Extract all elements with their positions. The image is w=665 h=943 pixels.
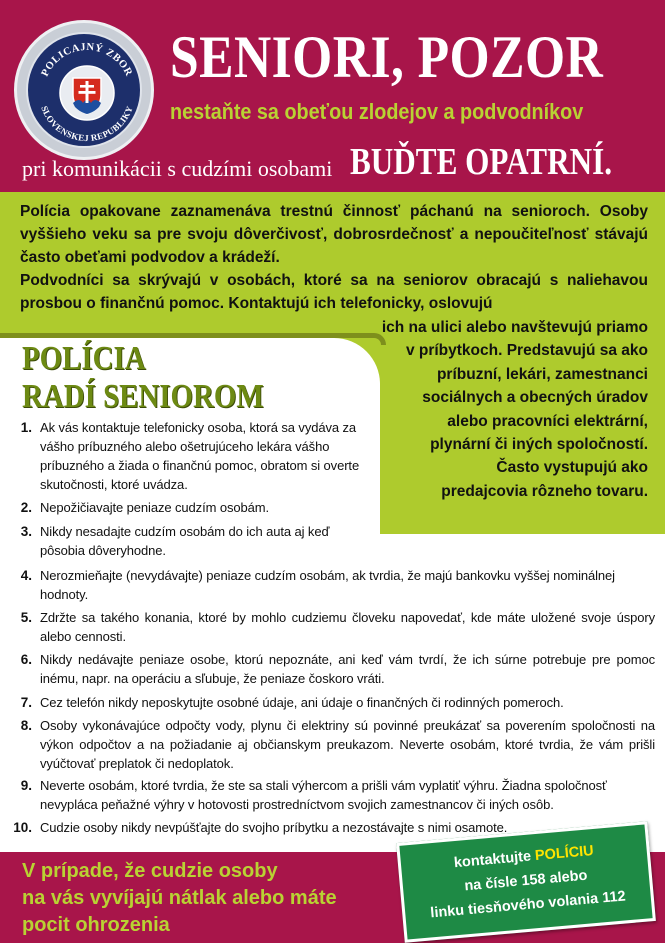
list-item <box>10 650 655 688</box>
intro-right-line: plynární či iných spoločností. <box>430 436 648 454</box>
footer-line: na vás vyvíjajú nátlak alebo máte <box>22 887 337 909</box>
intro-right-line: Často vystupujú ako <box>496 459 648 477</box>
list-item-text: Ak vás kontaktuje telefonicky osoba, ktorá sa vydáva za vášho príbuzného alebo ošetrujúceho lekára vášho príbuzného a žiada o finančnú pomoc, obratom si overte skutočnosti, ktoré uvádza. <box>40 420 360 492</box>
contact-line-3: linku tiesňového volania 112 <box>429 888 627 922</box>
list-item-text: Nikdy nesadajte cudzím osobám do ich auta aj keď pôsobia dôveryhodne. <box>40 524 330 558</box>
intro-paragraph-2: Podvodníci sa skrývajú v osobách, ktoré sa na seniorov obracajú s naliehavou prosbou o finančnú pomoc. Kontaktujú ich telefonicky, oslovujú <box>20 272 648 312</box>
intro-text <box>20 200 648 315</box>
page-subtitle: nestaňte sa obeťou zlodejov a podvodníkov <box>170 99 584 124</box>
list-item-number: 1. <box>20 420 32 435</box>
contact-line-2: na čísle 158 alebo <box>463 867 589 895</box>
page-title: SENIORI, POZOR <box>170 24 604 90</box>
list-item-number: 4. <box>20 568 32 583</box>
intro-right-line: predajcovia rôzneho tovaru. <box>441 482 648 500</box>
footer-message <box>22 858 392 939</box>
warning-emphasis: BUĎTE OPATRNÍ. <box>350 141 613 183</box>
warning-lead: pri komunikácii s cudzími osobami <box>22 156 333 181</box>
intro-right-line: príbuzní, lekári, zamestnanci <box>436 365 648 383</box>
list-item <box>10 693 655 712</box>
footer-line: V prípade, že cudzie osoby <box>22 860 278 882</box>
list-item-number: 10. <box>13 820 32 835</box>
list-item-text: Nikdy nedávajte peniaze osobe, ktorú nepoznáte, ani keď vám tvrdí, že ich súrne potrebuje pre pomoc inému, napr. na operáciu a sľubuje, že peniaze čoskoro vráti. <box>40 652 655 686</box>
list-item-text: Nerozmieňajte (nevydávajte) peniaze cudzím osobám, ak tvrdia, že majú bankovku vyššej nominálnej hodnoty. <box>40 568 615 602</box>
police-badge-logo <box>14 20 154 160</box>
intro-right-line: sociálnych a obecných úradov <box>422 389 648 407</box>
list-item-number: 3. <box>20 524 32 539</box>
list-item-text: Osoby vykonávajúce odpočty vody, plynu či elektriny sú povinné preukázať sa poverením spoločnosti na výkon odpočtov a na požiadanie aj občianskym preukazom. Neverte osobám, ktoré tvrdia, že vám prišli vyúčtovať preplatok či nedoplatok. <box>40 718 655 771</box>
list-item-number: 8. <box>20 718 32 733</box>
list-item-number: 6. <box>20 652 32 667</box>
list-item-number: 7. <box>20 695 32 710</box>
intro-paragraph-1: Polícia opakovane zaznamenáva trestnú činnosť páchanú na senioroch. Osoby vyššieho veku sa pre svoju dôverčivosť, dobrosrdečnosť a nepoučiteľnosť stávajú často obeťami podvodov a krádeží. <box>20 203 648 266</box>
list-item <box>10 498 370 517</box>
intro-right-line: alebo pracovníci elektrární, <box>447 412 648 430</box>
intro-right-line: v príbytkoch. Predstavujú sa ako <box>405 342 648 360</box>
badge-emblem-icon <box>17 23 157 163</box>
contact-text <box>400 834 651 927</box>
list-item-text: Cudzie osoby nikdy nevpúšťajte do svojho príbytku a nezostávajte s nimi osamote. <box>40 820 508 835</box>
list-item-text: Nepožičiavajte peniaze cudzím osobám. <box>40 500 269 515</box>
footer-line: pocit ohrozenia <box>22 914 170 936</box>
list-item <box>10 776 655 814</box>
list-item <box>10 608 655 646</box>
advice-title-line-2: RADÍ SENIOROM <box>22 378 264 415</box>
list-item-text: Zdržte sa takého konania, ktoré by mohlo cudziemu človeku napovedať, kde máte uložené svoje úspory alebo cennosti. <box>40 610 655 644</box>
contact-lead: kontaktujte <box>453 848 532 872</box>
list-item-number: 2. <box>20 500 32 515</box>
intro-right-line: ich na ulici alebo navštevujú priamo <box>381 319 648 336</box>
list-item <box>10 566 655 604</box>
intro-right-column <box>352 316 648 503</box>
list-item <box>10 716 655 773</box>
list-item-number: 5. <box>20 610 32 625</box>
list-item-number: 9. <box>20 778 32 793</box>
list-item-text: Neverte osobám, ktoré tvrdia, že ste sa stali výhercom a prišli vám vyplatiť výhru. Žiadna spoločnosť nevypláca peňažné výhry v hotovosti prostredníctvom svojich zamestnancov či iných osôb. <box>40 778 607 812</box>
contact-police-emphasis: POLÍCIU <box>534 843 595 865</box>
advice-title-line-1: POLÍCIA <box>22 340 146 377</box>
list-item <box>10 522 370 560</box>
list-item <box>10 418 370 494</box>
list-item-text: Cez telefón nikdy neposkytujte osobné údaje, ani údaje o finančných či rodinných pomeroch. <box>40 695 564 710</box>
svg-text:POLICAJNÝ ZBOR: POLICAJNÝ ZBOR <box>39 41 135 79</box>
svg-text:SLOVENSKEJ REPUBLIKY: SLOVENSKEJ REPUBLIKY <box>39 104 135 144</box>
